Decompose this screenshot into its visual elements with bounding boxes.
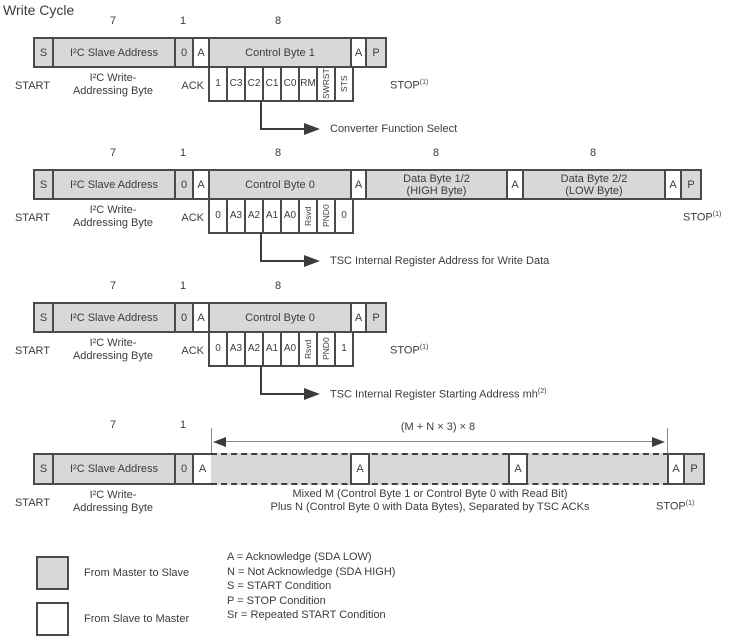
addressing-line2: Addressing Byte [72, 85, 154, 97]
bit-cell: C2 [244, 66, 264, 102]
bit-cell: A1 [262, 198, 282, 234]
start-label: START [14, 497, 51, 509]
stop-condition-box: P [365, 302, 387, 333]
arrow-caption: Converter Function Select [330, 123, 458, 135]
bit-cell: PND0 [316, 331, 336, 367]
footnote-ref: (1) [712, 211, 722, 218]
bit-cell: A1 [262, 331, 282, 367]
rw-bit-box: 0 [174, 453, 194, 485]
stop-label: STOP$^{(1)}$ [656, 500, 695, 513]
bit-cell: C0 [280, 66, 300, 102]
data-byte-line1: Data Byte 2/2 [560, 172, 628, 185]
stop-label: STOP$^{(1)}$ [390, 79, 429, 92]
bit-count-label: 7 [109, 147, 117, 159]
arrow-line [260, 260, 306, 262]
ack-box: A [192, 169, 210, 200]
footnote-ref: (1) [685, 500, 695, 507]
ack-box: A [350, 37, 367, 68]
start-condition-box: S [33, 453, 54, 485]
addressing-line1: I²C Write- [89, 489, 137, 501]
addressing-line2: Addressing Byte [72, 217, 154, 229]
arrow-line [260, 233, 262, 262]
bit-cell: 1 [334, 331, 354, 367]
span-length-label: (M + N × 3) × 8 [400, 421, 476, 433]
ack-box: A [350, 453, 370, 485]
slave-address-box: I²C Slave Address [52, 37, 176, 68]
bit-cell: STS [334, 66, 354, 102]
bit-count-label: 1 [179, 419, 187, 431]
legend-definition: N = Not Acknowledge (SDA HIGH) [227, 566, 396, 578]
addressing-byte-label [48, 337, 178, 363]
bit-count-label: 8 [274, 280, 282, 292]
bit-count-label: 1 [179, 280, 187, 292]
page-title: Write Cycle [3, 2, 75, 18]
bit-cell: RM [298, 66, 318, 102]
bit-cell: SWRST [316, 66, 336, 102]
start-condition-box: S [33, 302, 54, 333]
ack-box: A [192, 453, 213, 485]
addressing-line2: Addressing Byte [72, 350, 154, 362]
data-byte-line2: (LOW Byte) [565, 184, 623, 197]
addressing-byte-label [48, 72, 178, 98]
span-tick [667, 428, 668, 453]
bit-count-label: 8 [589, 147, 597, 159]
arrowhead-icon [304, 255, 320, 267]
bit-cell: A2 [244, 331, 264, 367]
control-byte-box: Control Byte 1 [208, 37, 352, 68]
bit-cell: 0 [334, 198, 354, 234]
rw-bit-box: 0 [174, 37, 194, 68]
stop-label: STOP$^{(1)}$ [390, 344, 429, 357]
ack-box: A [667, 453, 685, 485]
ack-box: A [506, 169, 524, 200]
bit-cell: A0 [280, 331, 300, 367]
mixed-region-caption [165, 488, 695, 514]
addressing-line1: I²C Write- [89, 337, 137, 349]
arrow-line [260, 393, 306, 395]
bit-cell: A3 [226, 198, 246, 234]
arrowhead-right-icon [652, 437, 665, 447]
stop-condition-box: P [683, 453, 705, 485]
stop-condition-box: P [365, 37, 387, 68]
addressing-byte-label [48, 204, 178, 230]
arrow-caption: TSC Internal Register Address for Write Data [330, 255, 550, 267]
mixed-caption-line1: Mixed M (Control Byte 1 or Control Byte 0 with Read Bit) [292, 488, 568, 500]
addressing-byte-label [48, 489, 178, 515]
bit-cell: A0 [280, 198, 300, 234]
footnote-ref: (1) [419, 344, 429, 351]
data-byte-low-box [522, 169, 666, 200]
bit-cell: PND0 [316, 198, 336, 234]
legend-definition: Sr = Repeated START Condition [227, 609, 386, 621]
arrow-line [260, 128, 306, 130]
legend-definition: A = Acknowledge (SDA LOW) [227, 551, 372, 563]
start-label: START [14, 80, 51, 92]
start-label: START [14, 345, 51, 357]
ack-label: ACK [181, 212, 204, 224]
data-byte-high-box [365, 169, 508, 200]
legend-definition: P = STOP Condition [227, 595, 326, 607]
start-condition-box: S [33, 169, 54, 200]
span-arrow-line [216, 441, 662, 442]
addressing-line1: I²C Write- [89, 204, 137, 216]
arrow-caption: TSC Internal Register Starting Address $mh^{(2)}$ [330, 388, 547, 401]
rw-bit-box: 0 [174, 169, 194, 200]
span-tick [211, 428, 212, 453]
addressing-line1: I²C Write- [89, 72, 137, 84]
footnote-ref: (2) [537, 388, 547, 395]
bit-cell: C1 [262, 66, 282, 102]
bit-count-label: 7 [109, 419, 117, 431]
rw-bit-box: 0 [174, 302, 194, 333]
addressing-line2: Addressing Byte [72, 502, 154, 514]
bit-cell: A2 [244, 198, 264, 234]
master-to-slave-swatch [36, 556, 69, 590]
bit-cell: C3 [226, 66, 246, 102]
bit-cell: Rsvd [298, 198, 318, 234]
bit-count-label: 1 [179, 147, 187, 159]
control-byte-box: Control Byte 0 [208, 302, 352, 333]
slave-address-box: I²C Slave Address [52, 169, 176, 200]
footnote-ref: (1) [419, 79, 429, 86]
ack-box: A [350, 302, 367, 333]
start-label: START [14, 212, 51, 224]
arrowhead-icon [304, 123, 320, 135]
master-to-slave-label: From Master to Slave [84, 567, 190, 579]
bit-count-label: 8 [274, 15, 282, 27]
slave-address-box: I²C Slave Address [52, 302, 176, 333]
ack-label: ACK [181, 80, 204, 92]
ack-box: A [350, 169, 367, 200]
stop-label: STOP$^{(1)}$ [683, 211, 722, 224]
ack-box: A [664, 169, 682, 200]
arrowhead-left-icon [213, 437, 226, 447]
legend-definition: S = START Condition [227, 580, 332, 592]
slave-to-master-swatch [36, 602, 69, 636]
bit-cell: 0 [208, 198, 228, 234]
ack-box: A [192, 302, 210, 333]
bit-count-label: 7 [109, 15, 117, 27]
arrow-line [260, 366, 262, 395]
control-byte-box: Control Byte 0 [208, 169, 352, 200]
data-byte-line1: Data Byte 1/2 [403, 172, 470, 185]
mixed-bytes-region [211, 453, 669, 485]
arrow-line [260, 101, 262, 130]
bit-count-label: 8 [274, 147, 282, 159]
ack-box: A [192, 37, 210, 68]
bit-count-label: 1 [179, 15, 187, 27]
bit-cell: 1 [208, 66, 228, 102]
bit-cell: Rsvd [298, 331, 318, 367]
ack-box: A [508, 453, 528, 485]
bit-count-label: 8 [432, 147, 440, 159]
start-condition-box: S [33, 37, 54, 68]
ack-label: ACK [181, 345, 204, 357]
arrowhead-icon [304, 388, 320, 400]
bit-cell: 0 [208, 331, 228, 367]
slave-to-master-label: From Slave to Master [84, 613, 190, 625]
bit-count-label: 7 [109, 280, 117, 292]
bit-cell: A3 [226, 331, 246, 367]
data-byte-line2: (HIGH Byte) [406, 184, 467, 197]
slave-address-box: I²C Slave Address [52, 453, 176, 485]
mixed-caption-line2: Plus N (Control Byte 0 with Data Bytes), Separated by TSC ACKs [270, 501, 590, 513]
stop-condition-box: P [680, 169, 702, 200]
